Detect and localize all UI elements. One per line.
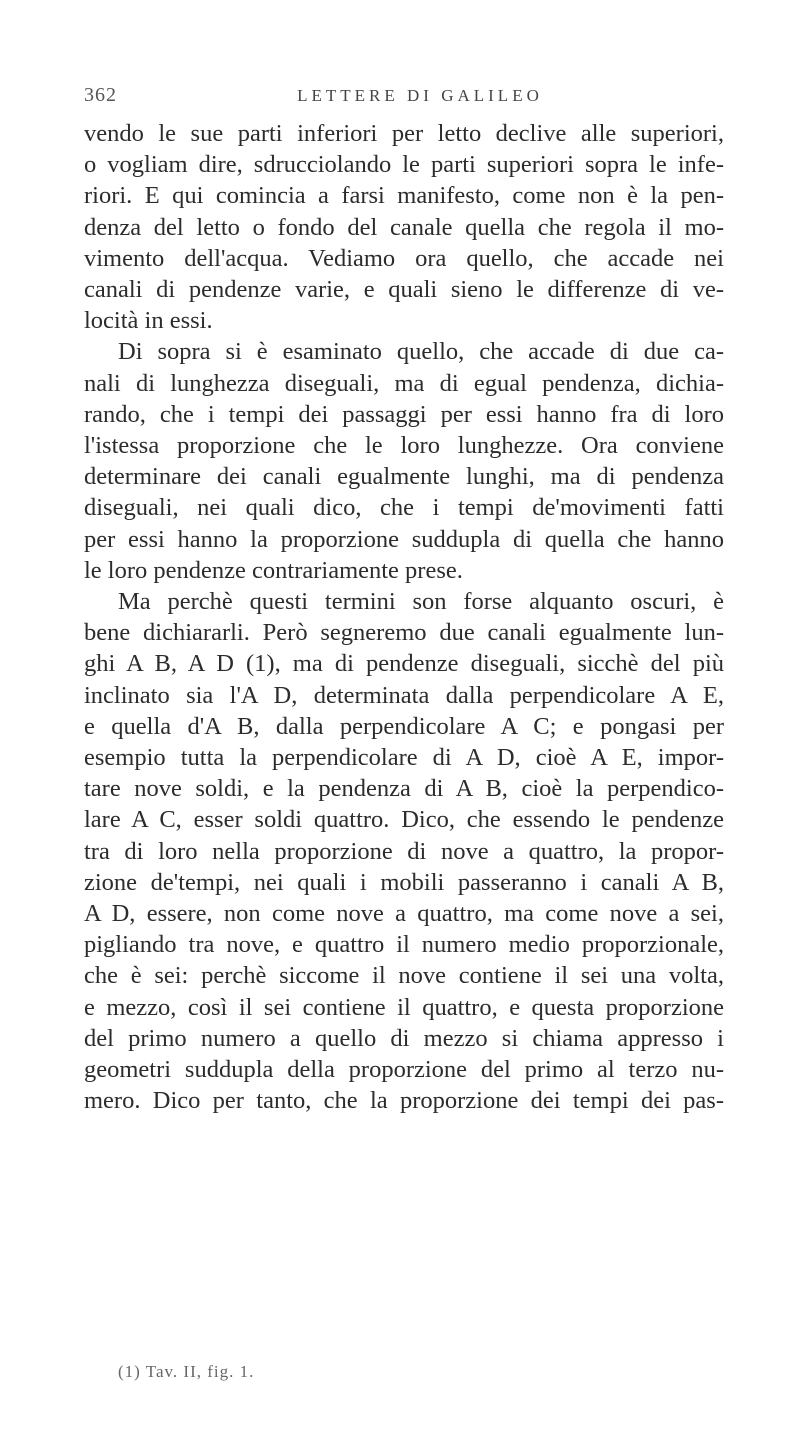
page-number: 362: [84, 84, 117, 106]
body-text: [84, 118, 724, 1117]
text-line: l'istessa proporzione che le loro lunghezze. Ora conviene: [84, 432, 724, 460]
text-line: Di sopra si è esaminato quello, che accade di due ca-: [118, 338, 724, 366]
text-line: rando, che i tempi dei passaggi per essi hanno fra di loro: [84, 400, 724, 428]
text-line: riori. E qui comincia a farsi manifesto, come non è la pen-: [84, 182, 724, 210]
text-line: zione de'tempi, nei quali i mobili passeranno i canali A B,: [84, 868, 724, 896]
text-line: inclinato sia l'A D, determinata dalla perpendicolare A E,: [84, 681, 724, 709]
text-line: le loro pendenze contrariamente prese.: [84, 556, 463, 584]
text-line: vimento dell'acqua. Vediamo ora quello, che accade nei: [84, 244, 724, 272]
text-line: ghi A B, A D (1), ma di pendenze diseguali, sicchè del più: [84, 650, 724, 678]
text-line: A D, essere, non come nove a quattro, ma come nove a sei,: [84, 900, 724, 928]
text-line: Ma perchè questi termini son forse alquanto oscuri, è: [118, 588, 724, 616]
text-line: bene dichiararli. Però segneremo due canali egualmente lun-: [84, 619, 724, 647]
text-line: per essi hanno la proporzione suddupla di quella che hanno: [84, 525, 724, 553]
text-line: diseguali, nei quali dico, che i tempi de'movimenti fatti: [84, 494, 724, 522]
text-line: determinare dei canali egualmente lunghi, ma di pendenza: [84, 463, 724, 491]
text-line: lare A C, esser soldi quattro. Dico, che essendo le pendenze: [84, 806, 724, 834]
text-line: che è sei: perchè siccome il nove contiene il sei una volta,: [84, 962, 724, 990]
text-line: vendo le sue parti inferiori per letto declive alle superiori,: [84, 120, 724, 147]
text-line: geometri suddupla della proporzione del primo al terzo nu-: [84, 1056, 724, 1084]
paragraph-1: [84, 118, 724, 336]
running-title: LETTERE DI GALILEO: [297, 86, 543, 105]
text-line: nali di lunghezza diseguali, ma di egual pendenza, dichia-: [84, 369, 724, 397]
text-line: pigliando tra nove, e quattro il numero medio proporzionale,: [84, 931, 724, 959]
text-line: locità in essi.: [84, 307, 213, 335]
text-line: denza del letto o fondo del canale quella che regola il mo-: [84, 213, 724, 241]
text-line: del primo numero a quello di mezzo si chiama appresso i: [84, 1024, 724, 1052]
footnote: (1) Tav. II, fig. 1.: [118, 1362, 255, 1381]
text-line: tra di loro nella proporzione di nove a quattro, la propor-: [84, 837, 724, 865]
text-line: tare nove soldi, e la pendenza di A B, cioè la perpendico-: [84, 775, 724, 803]
text-line: mero. Dico per tanto, che la proporzione dei tempi dei pas-: [84, 1087, 724, 1115]
text-line: e quella d'A B, dalla perpendicolare A C; e pongasi per: [84, 712, 724, 740]
paragraph-3: [84, 586, 724, 1116]
paragraph-2: [84, 336, 724, 586]
text-line: esempio tutta la perpendicolare di A D, cioè A E, impor-: [84, 744, 724, 772]
text-line: canali di pendenze varie, e quali sieno le differenze di ve-: [84, 276, 724, 304]
text-line: e mezzo, così il sei contiene il quattro, e questa proporzione: [84, 993, 724, 1021]
text-line: o vogliam dire, sdrucciolando le parti superiori sopra le infe-: [84, 151, 724, 179]
